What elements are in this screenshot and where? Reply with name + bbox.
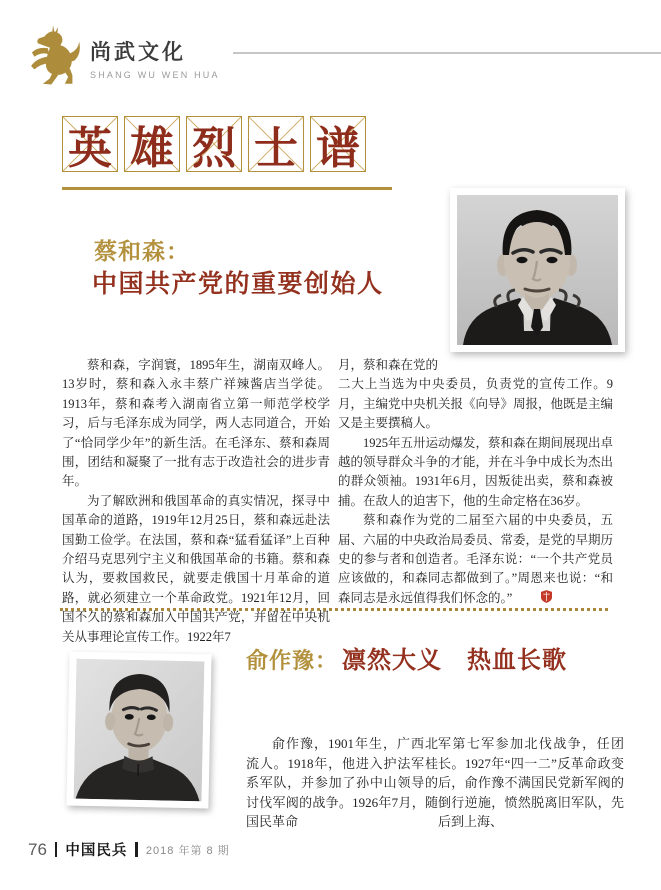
dotted-separator: [60, 608, 608, 611]
section1-column-1: [62, 356, 330, 647]
brand-title: 尚武文化: [90, 41, 186, 64]
brand-subtitle: SHANG WU WEN HUA: [90, 70, 220, 80]
banner-rule: [62, 187, 392, 190]
paragraph: 1925年五卅运动爆发，蔡和森在期间展现出卓越的领导群众斗争的才能，并在斗争中成长为杰出的群众领袖。1931年6月，因叛徒出卖，蔡和森被捕。在敌人的迫害下，他的生命定格在36岁。: [338, 435, 614, 508]
brand-block: [90, 36, 220, 80]
banner-char: 雄: [130, 124, 174, 173]
cai-hesen-photo: [450, 188, 625, 352]
banner-heroes-martyrs: [62, 116, 366, 172]
banner-char: 英: [68, 124, 112, 173]
paragraph-text: 蔡和森作为党的二届至六届的中央委员，五届、六届的中央政治局委员、常委，是党的早期历史的参与者和创造者。毛泽东说：“一个共产党员应该做的，和森同志都做到了。”周恩来也说：“和森同志是永远值得我们怀念的。”: [338, 513, 614, 605]
red-shield-icon: [516, 590, 527, 603]
golden-horse-icon: [26, 24, 80, 86]
section2-column-1: [246, 734, 438, 832]
banner-char-box: [62, 116, 118, 172]
section2-column-2: [438, 734, 624, 832]
banner-char-box: [310, 116, 366, 172]
paragraph: 俞作豫，1901年生，广西北流人。1918年，他进入护法军桂系军队，并参加了孙中山领导的讨伐军阀的战争。1926年7月，随国民革命: [246, 736, 438, 830]
paragraph: 为了解欧洲和俄国革命的真实情况，探寻中国革命的道路，1919年12月25日，蔡和森远赴法国勤工俭学。在法国，蔡和森“猛看猛译”上百种介绍马克思列宁主义和俄国革命的书籍。蔡和森认为，要救国救民，就要走俄国十月革命的道路，就必须建立一个革命政党。1921年12月，回国不久的蔡和森加入中国共产党，并留在中央机关从事理论宣传工作。1922年7: [62, 493, 330, 644]
paragraph: [338, 511, 613, 608]
banner-char-box: [186, 116, 242, 172]
banner-char-box: [124, 116, 180, 172]
divider-bar: [135, 842, 138, 857]
section2-title-main: 凛然大义 热血长歌: [342, 647, 568, 674]
banner-char: 烈: [192, 124, 236, 173]
section2-title-name: 俞作豫：: [246, 648, 339, 673]
header-rule: [233, 52, 661, 54]
paragraph: 军第七军参加北伐战争，任团长。1927年“四一二”反革命政变后，俞作豫不满国民党新军阀的倒行逆施，愤然脱离旧军队，先后到上海、: [438, 736, 624, 830]
banner-char: 士: [254, 124, 298, 173]
magazine-name: 中国民兵: [65, 843, 128, 859]
divider-bar: [55, 842, 58, 857]
paragraph-continuation-line: 月，蔡和森在党的: [338, 358, 439, 372]
banner-char-box: [248, 116, 304, 172]
paragraph-continuation: 二大上当选为中央委员，负责党的宣传工作。9月，主编党中央机关报《向导》周报，他既是主编又是主要撰稿人。: [338, 377, 614, 431]
page-number: 76: [28, 839, 47, 859]
page-footer: [28, 839, 230, 860]
issue-label: 2018 年第 8 期: [145, 844, 230, 857]
paragraph: [338, 356, 613, 434]
section2-title: [246, 640, 567, 675]
section1-title-name: 蔡和森：: [94, 239, 190, 264]
section1-title-main: 中国共产党的重要创始人: [92, 270, 384, 298]
banner-char: 谱: [316, 124, 360, 173]
yu-zuoyu-photo: [66, 652, 211, 809]
section1-column-2: [338, 356, 613, 608]
paragraph: 蔡和森，字润寰，1895年生，湖南双峰人。13岁时，蔡和森入永丰蔡广祥辣酱店当学徒。1913年，蔡和森考入湖南省立第一师范学校学习，后与毛泽东成为同学，两人志同道合，开始了“恰同学少年”的新生活。在毛泽东、蔡和森周围，团结和凝聚了一批有志于改造社会的进步青年。: [62, 358, 330, 489]
